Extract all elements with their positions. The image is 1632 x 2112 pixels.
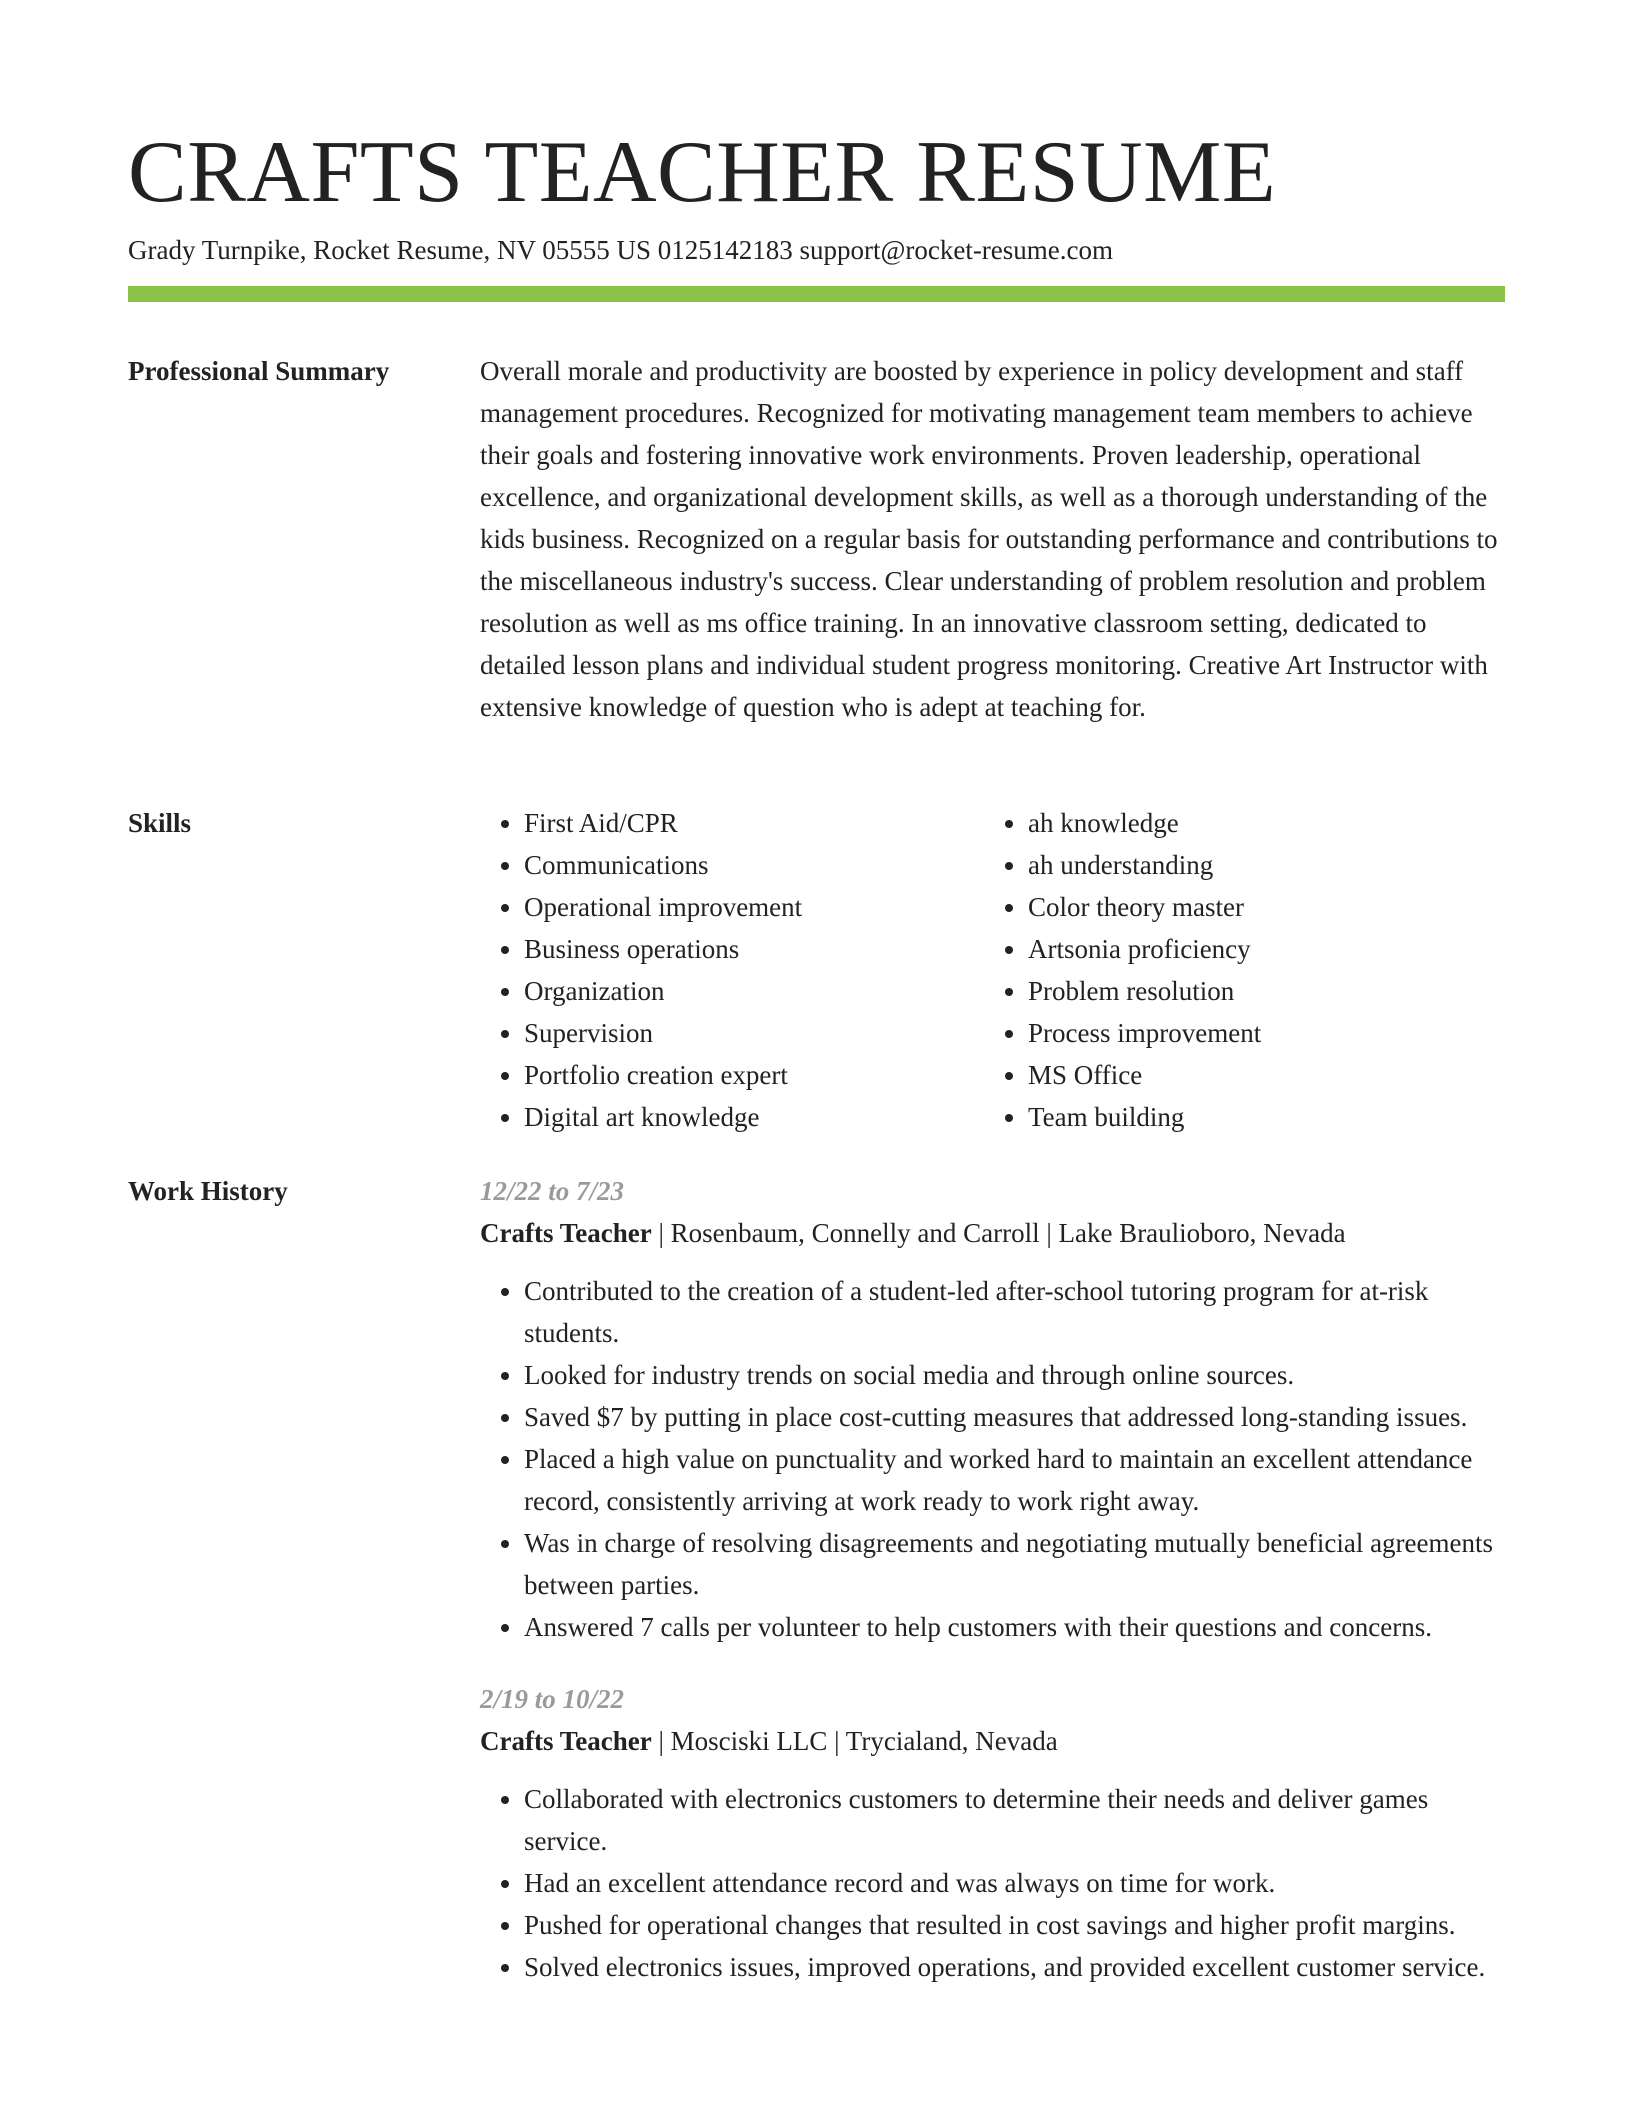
skill-item: • First Aid/CPR — [524, 802, 984, 844]
job-bullet: • Answered 7 calls per volunteer to help customers with their questions and concerns. — [524, 1606, 1505, 1648]
skills-list-right — [984, 802, 1488, 1138]
skills-body — [480, 802, 1505, 1138]
skill-item: • Communications — [524, 844, 984, 886]
contact-line: Grady Turnpike, Rocket Resume, NV 05555 US 0125142183 support@rocket-resume.com — [128, 235, 1114, 265]
job-bullet: • Placed a high value on punctuality and worked hard to maintain an excellent attendance record, consistently arriving at work ready to work right away. — [524, 1438, 1505, 1522]
job-bullet: • Solved electronics issues, improved operations, and provided excellent customer service. — [524, 1946, 1505, 1988]
skill-item: • Business operations — [524, 928, 984, 970]
skill-item: • Operational improvement — [524, 886, 984, 928]
summary-heading: Professional Summary — [128, 356, 390, 386]
job-bullet: • Pushed for operational changes that resulted in cost savings and higher profit margins. — [524, 1904, 1505, 1946]
job-bullet-list — [480, 1270, 1505, 1648]
skills-list-left — [480, 802, 984, 1138]
job-bullet: • Contributed to the creation of a student-led after-school tutoring program for at-risk students. — [524, 1270, 1505, 1354]
skill-item: • Process improvement — [1028, 1012, 1488, 1054]
skill-item: • Team building — [1028, 1096, 1488, 1138]
job-entry — [480, 1170, 1505, 1648]
summary-body — [480, 350, 1505, 728]
job-bullet: • Collaborated with electronics customers to determine their needs and deliver games service. — [524, 1778, 1505, 1862]
job-bullet: • Saved $7 by putting in place cost-cutting measures that addressed long-standing issues. — [524, 1396, 1505, 1438]
skill-item: • Artsonia proficiency — [1028, 928, 1488, 970]
skill-item: • ah understanding — [1028, 844, 1488, 886]
job-bullet: • Looked for industry trends on social media and through online sources. — [524, 1354, 1505, 1396]
skills-heading: Skills — [128, 808, 192, 838]
job-entry — [480, 1678, 1505, 1988]
header-divider — [128, 286, 1505, 302]
skill-item: • Organization — [524, 970, 984, 1012]
job-dates: 2/19 to 10/22 — [480, 1684, 625, 1714]
skill-item: • MS Office — [1028, 1054, 1488, 1096]
job-title: Crafts Teacher — [480, 1726, 652, 1756]
job-employer-location: | Mosciski LLC | Trycialand, Nevada — [651, 1726, 1058, 1756]
job-bullet: • Was in charge of resolving disagreements and negotiating mutually beneficial agreements between parties. — [524, 1522, 1505, 1606]
work-history-body — [480, 1170, 1505, 2018]
skill-item: • Portfolio creation expert — [524, 1054, 984, 1096]
job-employer-location: | Rosenbaum, Connelly and Carroll | Lake Braulioboro, Nevada — [651, 1218, 1346, 1248]
job-heading — [480, 1212, 1505, 1254]
job-dates: 12/22 to 7/23 — [480, 1176, 625, 1206]
summary-text: Overall morale and productivity are boosted by experience in policy development and staff management procedures. Recognized for motivating management team members to achieve their goals and fostering innovative work environments. Proven leadership, operational excellence, and organizational development skills, as well as a thorough understanding of the kids business. Recognized on a regular basis for outstanding performance and contributions to the miscellaneous industry's success. Clear understanding of problem resolution and problem resolution as well as ms office training. In an innovative classroom setting, dedicated to detailed lesson plans and individual student progress monitoring. Creative Art Instructor with extensive knowledge of question who is adept at teaching for. — [480, 356, 1498, 722]
job-title: Crafts Teacher — [480, 1218, 652, 1248]
skill-item: • Problem resolution — [1028, 970, 1488, 1012]
work-history-heading: Work History — [128, 1176, 288, 1206]
resume-title: CRAFTS TEACHER RESUME — [128, 124, 1277, 221]
job-heading — [480, 1720, 1505, 1762]
skill-item: • Color theory master — [1028, 886, 1488, 928]
job-bullet-list — [480, 1778, 1505, 1988]
skill-item: • ah knowledge — [1028, 802, 1488, 844]
skills-columns — [480, 802, 1505, 1138]
skill-item: • Digital art knowledge — [524, 1096, 984, 1138]
job-bullet: • Had an excellent attendance record and was always on time for work. — [524, 1862, 1505, 1904]
skill-item: • Supervision — [524, 1012, 984, 1054]
